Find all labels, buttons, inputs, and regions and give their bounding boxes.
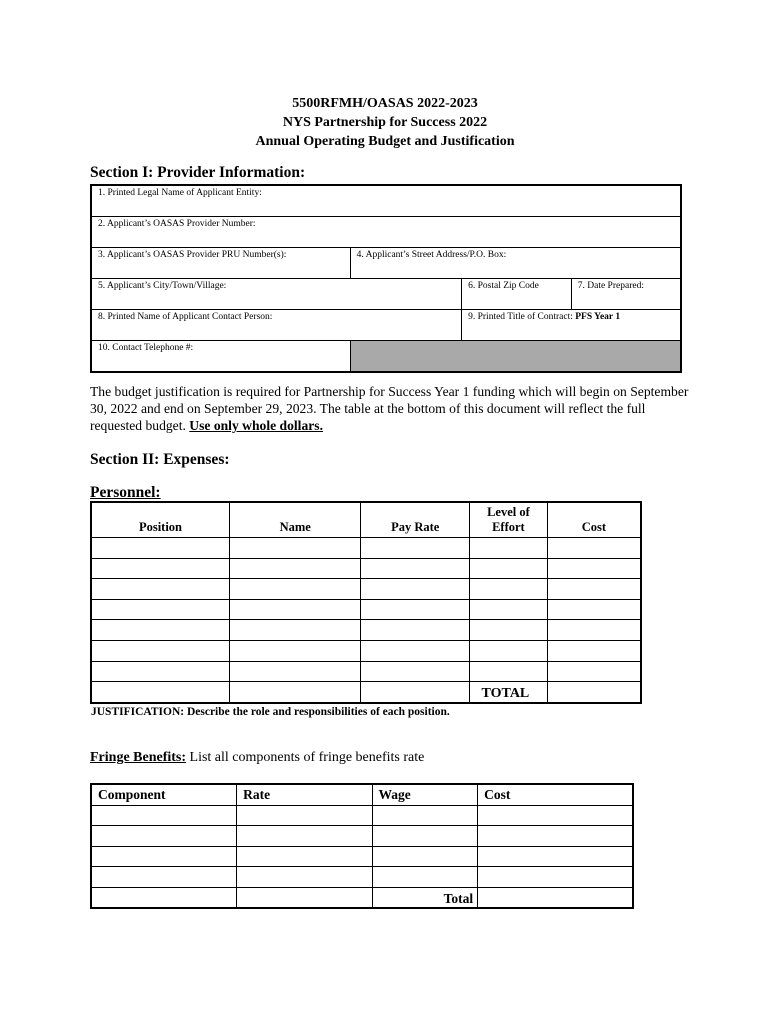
- col-wage: Wage: [372, 784, 478, 805]
- fringe-header-row: [91, 784, 633, 805]
- fringe-benefits-heading: [90, 750, 424, 766]
- personnel-total-cost[interactable]: [547, 682, 641, 703]
- table-row: [91, 661, 641, 682]
- section-2-heading: Section II: Expenses:: [90, 451, 230, 468]
- pru-number-field[interactable]: [91, 248, 350, 279]
- telephone-field[interactable]: [91, 341, 350, 373]
- section-1-heading: Section I: Provider Information:: [90, 164, 306, 181]
- table-row: [91, 558, 641, 579]
- legal-name-label: 1. Printed Legal Name of Applicant Entity:: [98, 188, 262, 198]
- col-cost: Cost: [547, 502, 641, 538]
- col-fringe-cost: Cost: [478, 784, 633, 805]
- table-row: [91, 599, 641, 620]
- shaded-cell: [350, 341, 681, 373]
- date-prepared-field[interactable]: [571, 279, 681, 310]
- justification-note: JUSTIFICATION: Describe the role and responsibilities of each position.: [91, 706, 450, 718]
- fringe-total-label: Total: [372, 887, 478, 908]
- provider-info-table: [90, 184, 682, 373]
- title-line-1: 5500RFMH/OASAS 2022-2023: [292, 96, 478, 111]
- paragraph-text: The budget justification is required for Partnership for Success Year 1 funding which will begin on September 30, 2022 and end on September 29, 2023. The table at the bottom of this document will reflect the full requested budget.: [90, 384, 689, 433]
- personnel-total-row: [91, 682, 641, 703]
- street-address-field[interactable]: [350, 248, 681, 279]
- date-prepared-label: 7. Date Prepared:: [577, 281, 644, 291]
- contract-title-field[interactable]: [462, 310, 681, 341]
- provider-number-label: 2. Applicant’s OASAS Provider Number:: [98, 219, 256, 229]
- contact-person-field[interactable]: [91, 310, 462, 341]
- zip-code-field[interactable]: [462, 279, 572, 310]
- personnel-header-row: [91, 502, 641, 538]
- contract-title-label: 9. Printed Title of Contract:: [468, 312, 576, 322]
- personnel-total-label: TOTAL: [469, 682, 547, 703]
- table-row: [91, 579, 641, 600]
- document-title: [0, 94, 770, 151]
- table-row: [91, 620, 641, 641]
- fringe-title: Fringe Benefits:: [90, 750, 187, 765]
- fringe-total-cost[interactable]: [478, 887, 633, 908]
- contract-title-value: PFS Year 1: [575, 312, 621, 322]
- title-line-2: NYS Partnership for Success 2022: [282, 115, 488, 130]
- col-pay-rate: Pay Rate: [361, 502, 470, 538]
- col-level-of-effort: Level of Effort: [469, 502, 547, 538]
- personnel-heading: Personnel:: [90, 484, 161, 501]
- col-position: Position: [91, 502, 229, 538]
- street-address-label: 4. Applicant’s Street Address/P.O. Box:: [356, 250, 507, 260]
- city-field[interactable]: [91, 279, 462, 310]
- fringe-total-row: [91, 887, 633, 908]
- col-component: Component: [91, 784, 237, 805]
- fringe-benefits-table: [90, 783, 634, 909]
- table-row: [91, 640, 641, 661]
- table-row: [91, 826, 633, 847]
- personnel-table: [90, 501, 642, 704]
- telephone-label: 10. Contact Telephone #:: [98, 343, 194, 353]
- title-line-3: Annual Operating Budget and Justification: [255, 134, 515, 149]
- fringe-subtitle: List all components of fringe benefits rate: [186, 750, 425, 765]
- contact-person-label: 8. Printed Name of Applicant Contact Person:: [98, 312, 273, 322]
- zip-code-label: 6. Postal Zip Code: [468, 281, 539, 291]
- col-rate: Rate: [237, 784, 372, 805]
- whole-dollars-note: Use only whole dollars.: [189, 418, 323, 433]
- table-row: [91, 805, 633, 826]
- city-label: 5. Applicant’s City/Town/Village:: [98, 281, 227, 291]
- pru-number-label: 3. Applicant’s OASAS Provider PRU Number(s):: [98, 250, 287, 260]
- table-row: [91, 846, 633, 867]
- col-name: Name: [229, 502, 360, 538]
- table-row: [91, 867, 633, 888]
- table-row: [91, 538, 641, 559]
- legal-name-field[interactable]: [91, 185, 681, 217]
- budget-justification-paragraph: [90, 383, 690, 434]
- provider-number-field[interactable]: [91, 217, 681, 248]
